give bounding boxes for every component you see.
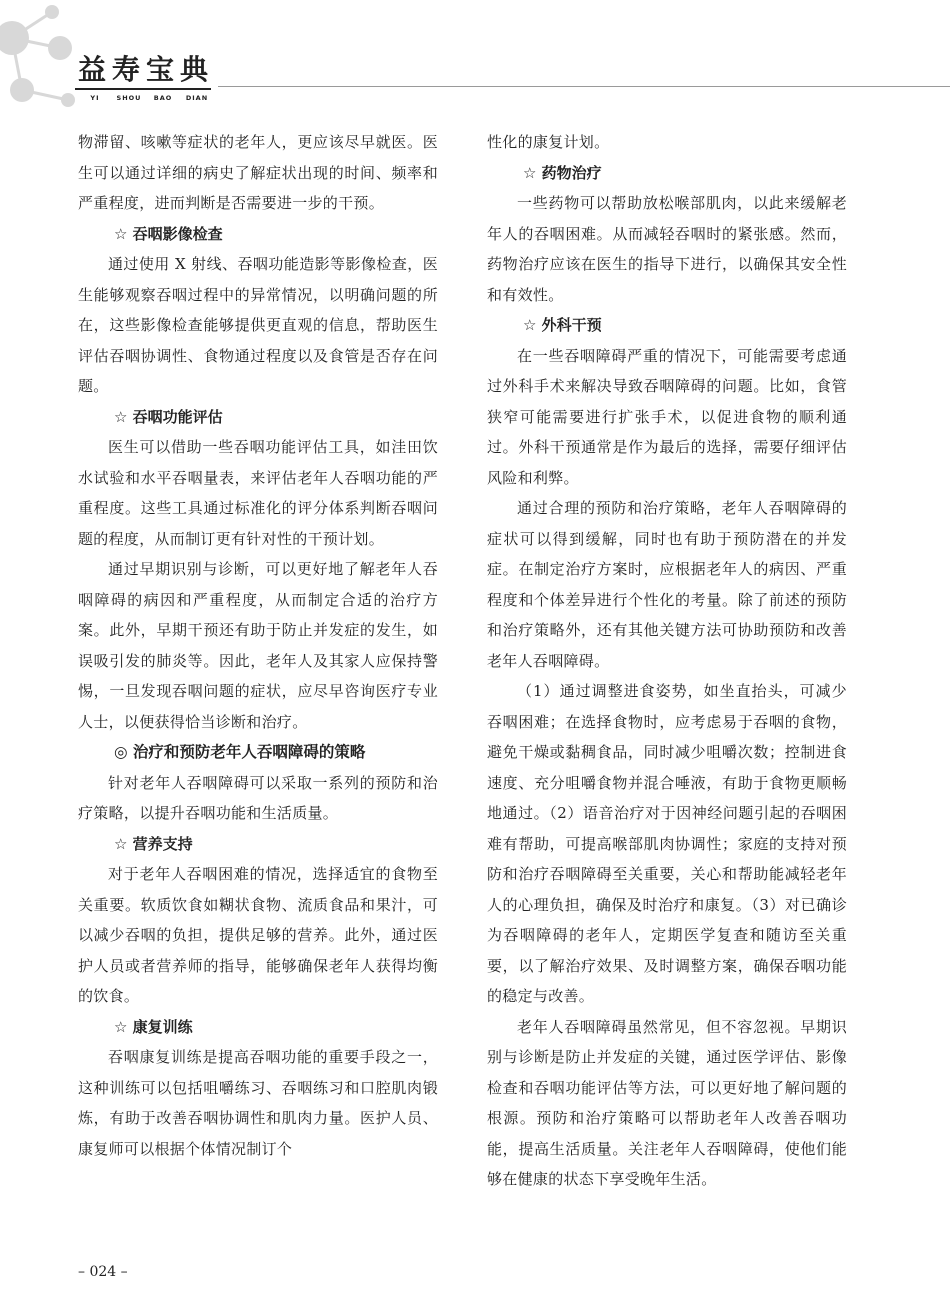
subheading: ☆ 药物治疗 xyxy=(523,163,602,182)
paragraph: 物滞留、咳嗽等症状的老年人，更应该尽早就医。医生可以通过详细的病史了解症状出现的时间、频率和严重程度，进而判断是否需要进一步的干预。 xyxy=(78,133,438,212)
pinyin-item: DIAN xyxy=(185,94,209,102)
paragraph: 通过合理的预防和治疗策略，老年人吞咽障碍的症状可以得到缓解，同时也有助于预防潜在的并发症。在制定治疗方案时，应根据老年人的病因、严重程度和个体差异进行个性化的考量。除了前述的预防和治疗策略外，还有其他关键方法可协助预防和改善老年人吞咽障碍。 xyxy=(487,499,847,670)
pinyin-item: YI xyxy=(90,94,100,102)
paragraph: （1）通过调整进食姿势，如坐直抬头，可减少吞咽困难；在选择食物时，应考虑易于吞咽的食物，避免干燥或黏稠食品，同时减少咀嚼次数；控制进食速度、充分咀嚼食物并混合唾液，有助于食物更顺畅地通过。（2）语音治疗对于因神经问题引起的吞咽困难有帮助，可提高喉部肌肉协调性；家庭的支持对预防和治疗吞咽障碍至关重要，关心和帮助能减轻老年人的心理负担，确保及时治疗和康复。（3）对已确诊为吞咽障碍的老年人，定期医学复查和随访至关重要，以了解治疗效果、及时调整方案，确保吞咽功能的稳定与改善。 xyxy=(487,682,847,1005)
paragraph: 老年人吞咽障碍虽然常见，但不容忽视。早期识别与诊断是防止并发症的关键，通过医学评估、影像检查和吞咽功能评估等方法，可以更好地了解问题的根源。预防和治疗策略可以帮助老年人改善吞咽功能，提高生活质量。关注老年人吞咽障碍，使他们能够在健康的状态下享受晚年生活。 xyxy=(487,1017,847,1188)
subheading: ☆ 外科干预 xyxy=(523,316,602,334)
paragraph: 一些药物可以帮助放松喉部肌肉，以此来缓解老年人的吞咽困难。从而减轻吞咽时的紧张感。然而，药物治疗应该在医生的指导下进行，以确保其安全性和有效性。 xyxy=(487,194,847,304)
header-logo xyxy=(75,52,211,90)
logo-char: 益 xyxy=(75,52,109,90)
paragraph: 针对老年人吞咽障碍可以采取一系列的预防和治疗策略，以提升吞咽功能和生活质量。 xyxy=(78,773,438,822)
logo-pinyin xyxy=(78,94,214,102)
subheading: ☆ 康复训练 xyxy=(114,1017,193,1036)
logo-char: 宝 xyxy=(143,52,177,90)
logo-char: 寿 xyxy=(109,52,143,90)
pinyin-item: BAO xyxy=(153,94,173,102)
paragraph: 医生可以借助一些吞咽功能评估工具，如洼田饮水试验和水平吞咽量表，来评估老年人吞咽功能的严重程度。这些工具通过标准化的评分体系判断吞咽问题的程度，从而制订更有针对性的干预计划。 xyxy=(78,438,438,548)
paragraph: 性化的康复计划。 xyxy=(487,133,610,151)
paragraph: 通过早期识别与诊断，可以更好地了解老年人吞咽障碍的病因和严重程度，从而制定合适的治疗方案。此外，早期干预还有助于防止并发症的发生，如误吸引发的肺炎等。因此，老年人及其家人应保持警惕，一旦发现吞咽问题的症状，应尽早咨询医疗专业人士，以便获得恰当诊断和治疗。 xyxy=(78,560,438,731)
subheading: ☆ 吞咽功能评估 xyxy=(114,407,223,426)
header-rule xyxy=(218,86,950,87)
paragraph: 在一些吞咽障碍严重的情况下，可能需要考虑通过外科手术来解决导致吞咽障碍的问题。比如，食管狭窄可能需要进行扩张手术，以促进食物的顺利通过。外科干预通常是作为最后的选择，需要仔细评估风险和利弊。 xyxy=(487,346,847,487)
section-heading: ◎ 治疗和预防老年人吞咽障碍的策略 xyxy=(114,742,366,761)
subheading: ☆ 吞咽影像检查 xyxy=(114,224,223,243)
paragraph: 吞咽康复训练是提高吞咽功能的重要手段之一，这种训练可以包括咀嚼练习、吞咽练习和口腔肌肉锻炼，有助于改善吞咽协调性和肌肉力量。医护人员、康复师可以根据个体情况制订个 xyxy=(78,1048,438,1158)
right-column xyxy=(487,127,847,1195)
pinyin-item: SHOU xyxy=(116,94,142,102)
page-number: – 024 – xyxy=(78,1264,128,1280)
subheading: ☆ 营养支持 xyxy=(114,834,193,853)
paragraph: 对于老年人吞咽困难的情况，选择适宜的食物至关重要。软质饮食如糊状食物、流质食品和果汁，可以减少吞咽的负担，提供足够的营养。此外，通过医护人员或者营养师的指导，能够确保老年人获得均衡的饮食。 xyxy=(78,865,438,1005)
logo-char: 典 xyxy=(177,52,211,90)
left-column xyxy=(78,127,438,1164)
paragraph: 通过使用 X 射线、吞咽功能造影等影像检查，医生能够观察吞咽过程中的异常情况，以明确问题的所在，这些影像检查能够提供更直观的信息，帮助医生评估吞咽协调性、食物通过程度以及食管是否存在问题。 xyxy=(78,255,438,395)
